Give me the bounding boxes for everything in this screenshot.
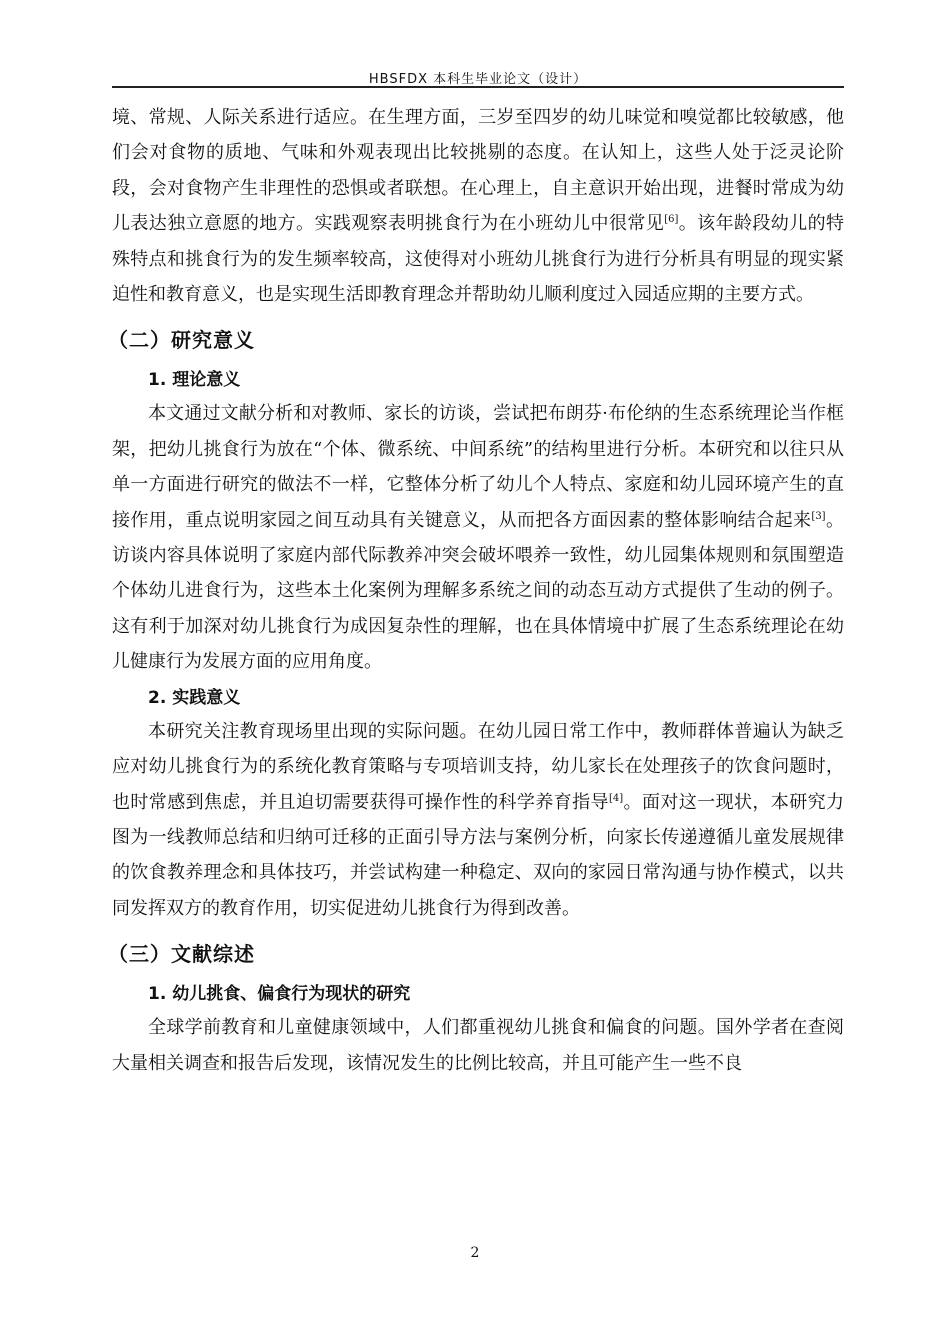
running-header: HBSFDX 本科生毕业论文（设计） bbox=[368, 72, 588, 87]
subheading-theoretical: 1. 理论意义 bbox=[148, 370, 241, 391]
paragraph-text: 本文通过文献分析和对教师、家长的访谈，尝试把布朗芬·布伦纳的生态系统理论当作框架，把幼儿挑食行为放在“个体、微系统、中间系统”的结构里进行分析。本研究和以往只从单一方面进行研究的做法不一样，它整体分析了幼儿个人特点、家庭和幼儿园环境产生的直接作用，重点说明家园之间互动具有关键意义，从而把各方面因素的整体影响结合起来 bbox=[112, 403, 844, 531]
citation-ref[interactable]: [3] bbox=[811, 510, 826, 522]
paragraph-1 bbox=[112, 100, 844, 312]
subheading-picky-eating-status: 1. 幼儿挑食、偏食行为现状的研究 bbox=[148, 984, 411, 1005]
paragraph-2 bbox=[112, 396, 844, 679]
header-rule bbox=[112, 86, 844, 88]
paragraph-4: 全球学前教育和儿童健康领域中，人们都重视幼儿挑食和偏食的问题。国外学者在查阅大量相关调查和报告后发现，该情况发生的比例比较高，并且可能产生一些不良 bbox=[112, 1017, 844, 1074]
paragraph-3 bbox=[112, 714, 844, 926]
page-number: 2 bbox=[470, 1245, 480, 1261]
citation-ref[interactable]: [6] bbox=[664, 214, 679, 226]
section-heading-literature-review: （三）文献综述 bbox=[108, 942, 255, 967]
document-body bbox=[108, 100, 845, 1081]
paragraph-text: 。访谈内容具体说明了家庭内部代际教养冲突会破坏喂养一致性，幼儿园集体规则和氛围塑造个体幼儿进食行为，这些本土化案例为理解多系统之间的动态互动方式提供了生动的例子。这有利于加深对幼儿挑食行为成因复杂性的理解，也在具体情境中扩展了生态系统理论在幼儿健康行为发展方面的应用角度。 bbox=[112, 509, 844, 673]
citation-ref[interactable]: [4] bbox=[608, 792, 624, 804]
subheading-practical: 2. 实践意义 bbox=[148, 687, 241, 708]
paragraph-text: 境、常规、人际关系进行适应。在生理方面，三岁至四岁的幼儿味觉和嗅觉都比较敏感，他们会对食物的质地、气味和外观表现出比较挑剔的态度。在认知上，这些人处于泛灵论阶段，会对食物产生非理性的恐惧或者联想。在心理上，自主意识开始出现，进餐时常成为幼儿表达独立意愿的地方。实践观察表明挑食行为在小班幼儿中很常见 bbox=[112, 107, 844, 235]
paragraph-text: 。该年龄段幼儿的特殊特点和挑食行为的发生频率较高，这使得对小班幼儿挑食行为进行分析具有明显的现实紧迫性和教育意义，也是实现生活即教育理念并帮助幼儿顺利度过入园适应期的主要方式。 bbox=[112, 213, 845, 306]
paragraph-text: 本研究关注教育现场里出现的实际问题。在幼儿园日常工作中，教师群体普遍认为缺乏应对幼儿挑食行为的系统化教育策略与专项培训支持，幼儿家长在处理孩子的饮食问题时，也时常感到焦虑，并且迫切需要获得可操作性的科学养育指导 bbox=[112, 720, 844, 813]
paragraph-text: 。面对这一现状，本研究力图为一线教师总结和归纳可迁移的正面引导方法与案例分析，向家长传递遵循儿童发展规律的饮食教养理念和具体技巧，并尝试构建一种稳定、双向的家园日常沟通与协作模式，以共同发挥双方的教育作用，切实促进幼儿挑食行为得到改善。 bbox=[112, 791, 845, 919]
section-heading-significance: （二）研究意义 bbox=[108, 328, 255, 353]
